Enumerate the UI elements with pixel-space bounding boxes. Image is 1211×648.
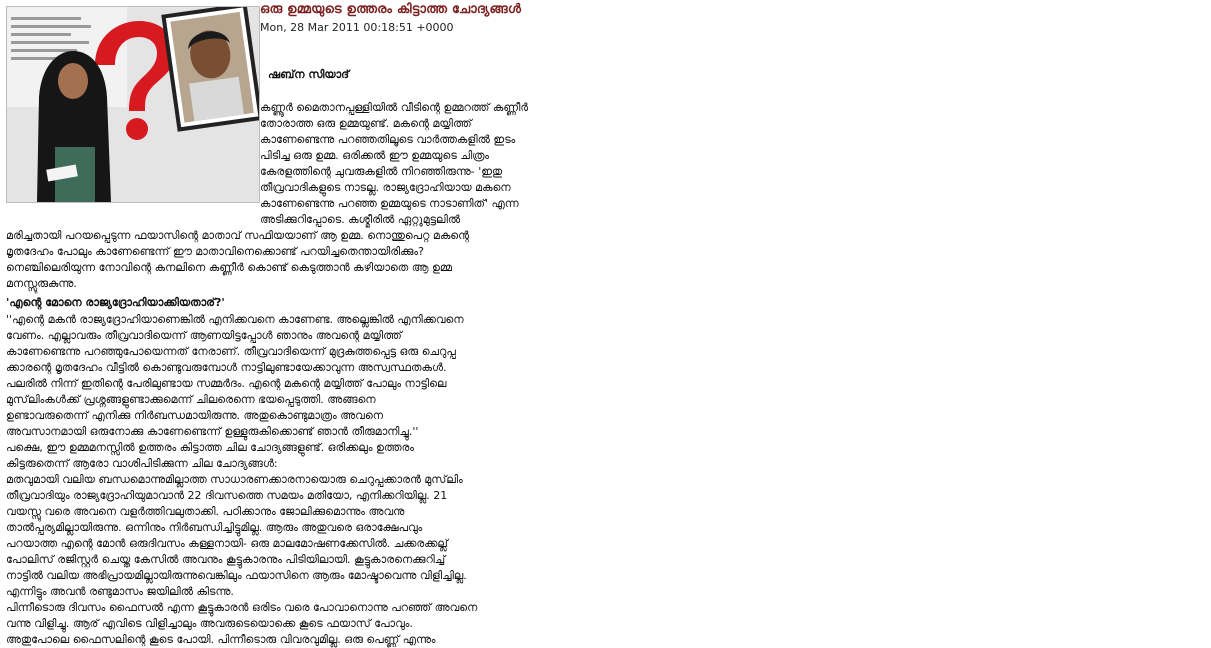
article-title: ഒരു ഉമ്മയുടെ ഉത്തരം കിട്ടാത്ത ചോദ്യങ്ങൾ [260,2,522,17]
body-line: മുസ്‌ലിംകൾക്ക് പ്രശ്നങ്ങളുണ്ടാക്കുമെന്ന് ചിലരെന്നെ ഭയപ്പെടുത്തി. അങ്ങനെ [6,393,376,406]
body-line: അവസാനമായി ഒരുനോക്കു കാണേണ്ടെന്ന് ഉള്ളുരുകിക്കൊണ്ട് ഞാൻ തീരുമാനിച്ചു.'' [6,425,419,438]
body-line: പക്ഷെ, ഈ ഉമ്മമനസ്സിൽ ഉത്തരം കിട്ടാത്ത ചില ചോദ്യങ്ങളുണ്ട്. ഒരിക്കലും ഉത്തരം [6,441,415,454]
article-author: ഷബ്‌ന സിയാദ് [268,68,349,81]
body-line: ഉണ്ടാവരുതെന്ന് എനിക്കു നിർബന്ധമായിരുന്നു. അതുകൊണ്ടുമാത്രം അവനെ [6,409,383,422]
body-line: മതവുമായി വലിയ ബന്ധമൊന്നുമില്ലാത്ത സാധാരണക്കാരനായൊരു ചെറുപ്പക്കാരൻ മുസ്‌ലിം [6,473,463,486]
body-line: കാണേണ്ടെന്നു പറഞ്ഞതിലൂടെ വാർത്തകളിൽ ഇടം [260,133,516,146]
body-line: പിടിച്ച ഒരു ഉമ്മ. ഒരിക്കൽ ഈ ഉമ്മയുടെ ചിത്രം [260,149,490,162]
body-line: നാട്ടിൽ വലിയ അഭിപ്രായമില്ലായിരുന്നുവെങ്കിലും ഫയാസിനെ ആരും മോഷ്ടാവെന്നു വിളിച്ചില്ല. [6,569,467,582]
body-line: കണ്ണൂർ മൈതാനപ്പള്ളിയിൽ വീടിന്റെ ഉമ്മറത്ത് കണ്ണീർ [260,101,529,114]
body-line: ''എന്റെ മകൻ രാജ്യദ്രോഹിയാണെങ്കിൽ എനിക്കവനെ കാണേണ്ട. അല്ലെങ്കിൽ എനിക്കവനെ [6,313,464,326]
body-line: മരിച്ചതായി പറയപ്പെടുന്ന ഫയാസിന്റെ മാതാവ് സഫിയയാണ് ആ ഉമ്മ. നൊന്തുപെറ്റ മകന്റെ [6,229,470,242]
body-line: ക്കാരന്റെ മൃതദേഹം വീട്ടിൽ കൊണ്ടുവരുമ്പോൾ നാട്ടിലുണ്ടായേക്കാവുന്ന അസ്വസ്ഥതകൾ. [6,361,447,374]
body-line: താൽപ്പര്യമില്ലായിരുന്നു. ഒന്നിനും നിർബന്ധിച്ചിട്ടുമില്ല. ആരും അതുവരെ ഒരാക്ഷേപവും [6,521,423,534]
body-line: പറയാത്ത എന്റെ മോൻ ഒരുദിവസം കള്ളനായി- ഒരു മാലമോഷണക്കേസിൽ. ചക്കരക്കല്ല് [6,537,448,550]
body-line: പോലിസ് രജിസ്റ്റർ ചെയ്ത കേസിൽ അവനും കൂട്ടുകാരനും പിടിയിലായി. കൂട്ടുകാരനെക്കുറിച്ച് [6,553,446,566]
body-line: പലരിൽ നിന്ന് ഇതിന്റെ പേരിലുണ്ടായ സമ്മർദം. എന്റെ മകന്റെ മയ്യിത്ത് പോലും നാട്ടിലെ [6,377,447,390]
body-line: മൃതദേഹം പോലും കാണേണ്ടെന്ന് ഈ മാതാവിനെക്കൊണ്ട് പറയിച്ചതെന്തായിരിക്കും? [6,245,424,258]
body-line: തോരാത്ത ഒരു ഉമ്മയുണ്ട്. മകന്റെ മയ്യിത്ത് [260,117,472,130]
body-line: കാണേണ്ടെന്നു പറഞ്ഞ ഉമ്മയുടെ നാടാണിത്' എന്ന [260,197,519,210]
body-line: തീവ്രവാദികളുടെ നാടല്ല. രാജ്യദ്രോഹിയായ മകനെ [260,181,511,194]
article-date: Mon, 28 Mar 2011 00:18:51 +0000 [260,21,454,34]
body-line: കാണേണ്ടെന്നു പറഞ്ഞുപോയെന്നത് നേരാണ്. തീവ്രവാദിയെന്ന് മുദ്രകുത്തപ്പെട്ട ഒരു ചെറുപ്പ [6,345,456,358]
article-photo [6,6,260,203]
body-line: വയസ്സു വരെ അവനെ വളർത്തിവലുതാക്കി. പഠിക്കാനും ജോലിക്കുമൊന്നും അവനു [6,505,405,518]
body-line: വന്നു വിളിച്ചു. ആര് എവിടെ വിളിച്ചാലും അവരുടെയൊക്കെ കൂടെ ഫയാസ് പോവും. [6,617,413,630]
body-line: പിന്നീടൊരു ദിവസം ഫൈസൽ എന്ന കൂട്ടുകാരൻ ഒരിടം വരെ പോവാനൊന്നു പറഞ്ഞ് അവനെ [6,601,478,614]
body-line: കിട്ടരുതെന്ന് ആരോ വാശിപിടിക്കുന്ന ചില ചോദ്യങ്ങൾ: [6,457,278,470]
body-line: നെഞ്ചിലെരിയുന്ന നോവിന്റെ കനലിനെ കണ്ണീർ കൊണ്ട് കെടുത്താൻ കഴിയാതെ ആ ഉമ്മ [6,261,452,274]
body-line: അടിക്കുറിപ്പോടെ. കശ്മീരിൽ ഏറ്റുമുട്ടലിൽ [260,213,461,226]
body-line: കേരളത്തിന്റെ ചുവരുകളിൽ നിറഞ്ഞിരുന്നു- 'ഇതു [260,165,503,178]
body-line: എന്നിട്ടും അവൻ രണ്ടുമാസം ജയിലിൽ കിടന്നു. [6,585,234,598]
section-subheading: 'എന്റെ മോനെ രാജ്യദ്രോഹിയാക്കിയതാര്?' [6,296,225,309]
body-line: അതുപോലെ ഫൈസലിന്റെ കൂടെ പോയി. പിന്നീടൊരു വിവരവുമില്ല. ഒരു പെണ്ണ് എന്നും [6,633,436,646]
body-line: തീവ്രവാദിയും രാജ്യദ്രോഹിയുമാവാൻ 22 ദിവസത്തെ സമയം മതിയോ, എനിക്കറിയില്ല. 21 [6,489,448,502]
body-line: വേണം. എല്ലാവരും തീവ്രവാദിയെന്ന് ആണയിട്ടപ്പോൾ ഞാനും അവന്റെ മയ്യിത്ത് [6,329,402,342]
body-line: മനസ്സുരുകുന്നു. [6,277,77,290]
